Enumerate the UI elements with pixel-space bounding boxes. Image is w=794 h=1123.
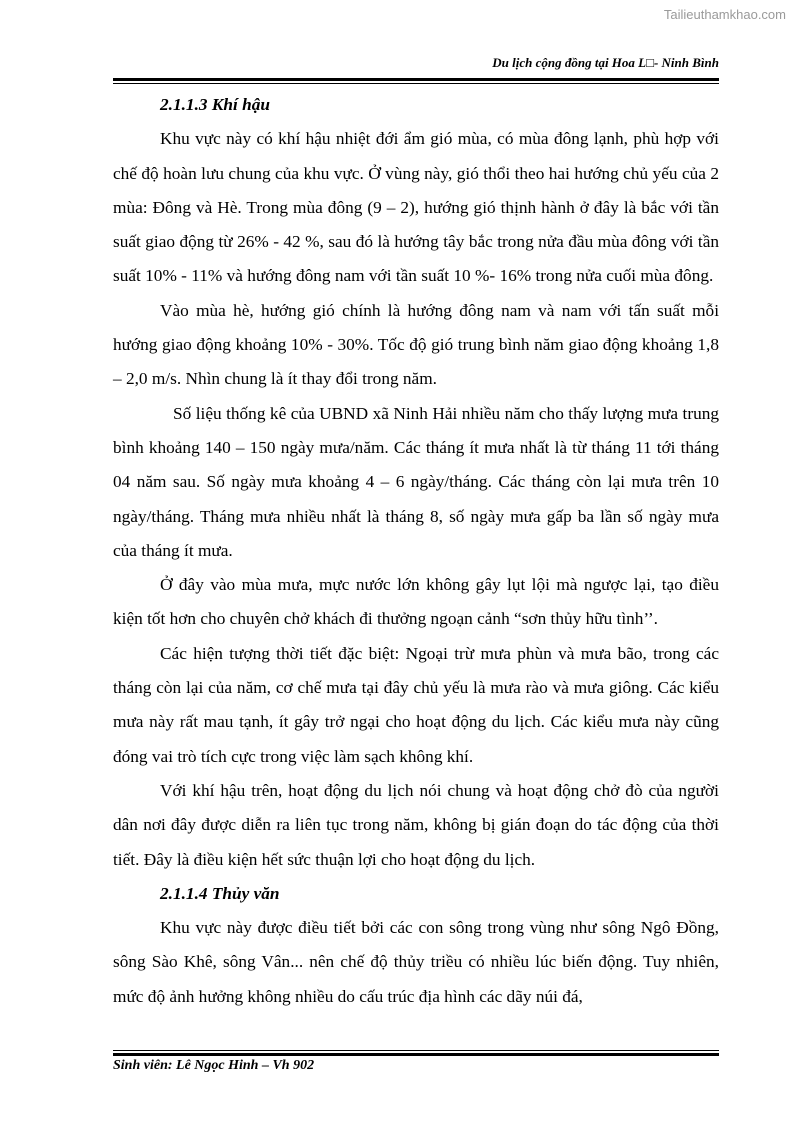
paragraph: Khu vực này có khí hậu nhiệt đới ẩm gió mùa, có mùa đông lạnh, phù hợp với chế độ hoàn lưu chung của khu vực. Ở vùng này, gió thổi theo hai hướng chủ yếu của 2 mùa: Đông và Hè. Trong mùa đông (9 – 2), hướng gió thịnh hành ở đây là bắc với tần suất giao động từ 26% - 42 %, sau đó là hướng tây bắc trong nửa đầu mùa đông với tần suất 10% - 11% và hướng đông nam với tần suất 10 %- 16% trong nửa cuối mùa đông. xyxy=(113,129,719,286)
paragraph: Với khí hậu trên, hoạt động du lịch nói chung và hoạt động chở đò của người dân nơi đây được diễn ra liên tục trong năm, không bị gián đoạn do tác động của thời tiết. Đây là điều kiện hết sức thuận lợi cho hoạt động du lịch. xyxy=(113,780,719,869)
section-heading-hydrology: 2.1.1.4 Thủy văn xyxy=(160,883,280,903)
watermark: Tailieuthamkhao.com xyxy=(663,7,786,22)
paragraph: Ở đây vào mùa mưa, mực nước lớn không gây lụt lội mà ngược lại, tạo điều kiện tốt hơn cho chuyên chở khách đi thưởng ngoạn cảnh “sơn thủy hữu tình’’. xyxy=(113,575,719,629)
running-header-title: Du lịch cộng đồng tại Hoa L□- Ninh Bình xyxy=(492,55,719,70)
paragraph: Các hiện tượng thời tiết đặc biệt: Ngoại trừ mưa phùn và mưa bão, trong các tháng còn lại của năm, cơ chế mưa tại đây chủ yếu là mưa rào và mưa giông. Các kiểu mưa này rất mau tạnh, ít gây trở ngại cho hoạt động du lịch. Các kiểu mưa này cũng đóng vai trò tích cực trong việc làm sạch không khí. xyxy=(113,643,719,766)
paragraph: Vào mùa hè, hướng gió chính là hướng đông nam và nam với tấn suất mỗi hướng giao động khoảng 10% - 30%. Tốc độ gió trung bình năm giao động khoảng 1,8 – 2,0 m/s. Nhìn chung là ít thay đổi trong năm. xyxy=(113,300,719,389)
header-divider xyxy=(113,78,719,84)
paragraph: Số liệu thống kê của UBND xã Ninh Hải nhiều năm cho thấy lượng mưa trung bình khoảng 140 – 150 ngày mưa/năm. Các tháng ít mưa nhất là từ tháng 11 tới tháng 04 năm sau. Số ngày mưa khoảng 4 – 6 ngày/tháng. Các tháng còn lại mưa trên 10 ngày/tháng. Tháng mưa nhiều nhất là tháng 8, số ngày mưa gấp ba lần số ngày mưa của tháng ít mưa. xyxy=(113,403,719,560)
paragraph: Khu vực này được điều tiết bởi các con sông trong vùng như sông Ngô Đồng, sông Sào Khê, sông Vân... nên chế độ thủy triều có nhiều lúc biến động. Tuy nhiên, mức độ ảnh hưởng không nhiều do cấu trúc địa hình các dãy núi đá, xyxy=(113,918,719,1006)
page-body xyxy=(113,88,719,1014)
footer-author: Sinh viên: Lê Ngọc Hinh – Vh 902 xyxy=(113,1058,315,1073)
section-heading-climate: 2.1.1.3 Khí hậu xyxy=(160,95,270,114)
footer-divider xyxy=(113,1050,719,1056)
